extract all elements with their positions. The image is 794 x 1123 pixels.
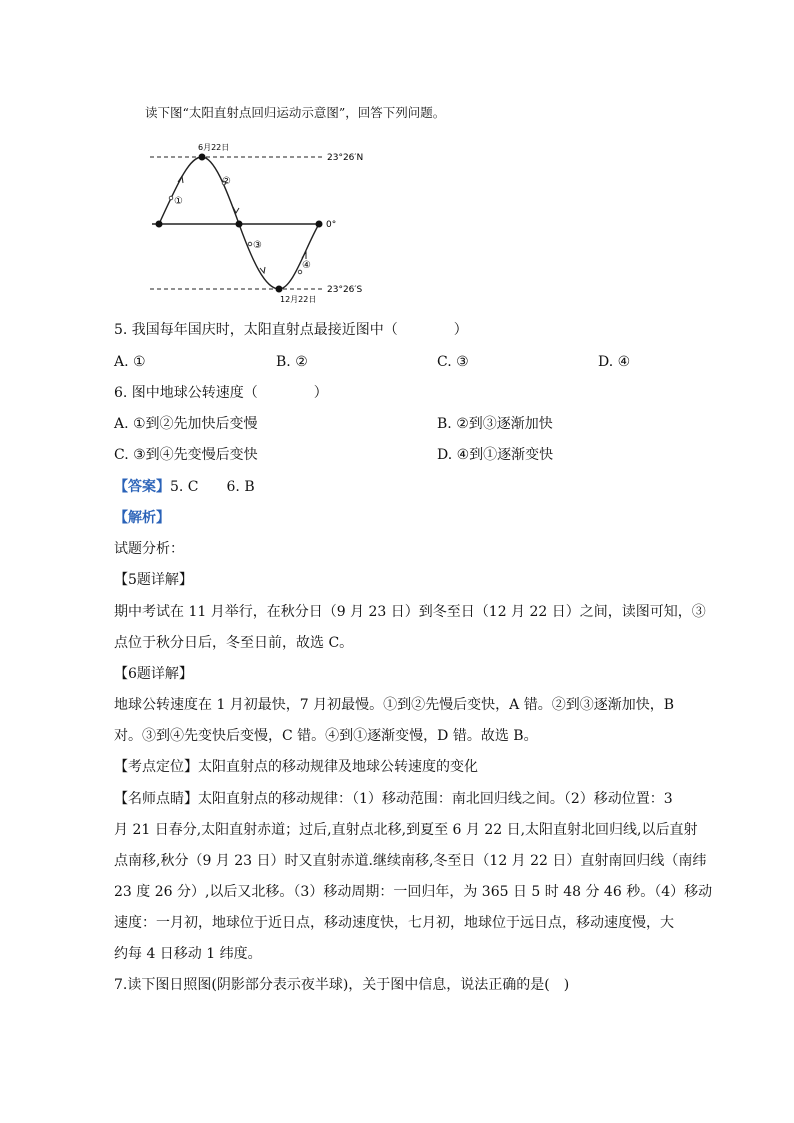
- analysis-line-4: 点位于秋分日后，冬至日前，故选 C。: [114, 635, 354, 651]
- point-december: [276, 286, 283, 293]
- q5-option-d[interactable]: D. ④: [598, 354, 631, 370]
- analysis-line-3: 期中考试在 11 月举行，在秋分日（9 月 23 日）到冬至日（12 月 22 日）之间，读图可知，③: [114, 604, 706, 620]
- mark-4: ④: [302, 260, 311, 271]
- label-south-tropic: 23°26′S: [327, 285, 363, 295]
- arrow-4: [302, 252, 306, 259]
- label-dec-22: 12月22日: [280, 295, 317, 304]
- q5-option-a[interactable]: A. ①: [114, 354, 146, 370]
- answer-text: 5. C 6. B: [170, 479, 255, 495]
- marker-1: [169, 196, 173, 200]
- question-7-stem: 7.读下图日照图(阴影部分表示夜半球)，关于图中信息，说法正确的是( ): [114, 977, 570, 993]
- label-june-22: 6月22日: [198, 143, 230, 152]
- analysis-line-13: 速度：一月初，地球位于近日点，移动速度快，七月初，地球位于远日点，移动速度慢，大: [114, 915, 674, 931]
- analysis-line-6: 地球公转速度在 1 月初最快，7 月初最慢。①到②先慢后变快，A 错。②到③逐渐加快，B: [114, 697, 675, 713]
- q5-option-b[interactable]: B. ②: [276, 354, 308, 370]
- analysis-line-11: 点南移,秋分（9 月 23 日）时又直射赤道.继续南移,冬至日（12 月 22 日）直射南回归线（南纬: [114, 853, 707, 869]
- analysis-line-8: 【考点定位】太阳直射点的移动规律及地球公转速度的变化: [114, 759, 478, 775]
- analysis-line-1: 试题分析：: [114, 541, 184, 557]
- q6-option-c[interactable]: C. ③到④先变慢后变快: [114, 447, 258, 463]
- analysis-line-12: 23 度 26 分）,以后又北移。（3）移动周期：一回归年，为 365 日 5 时 48 分 46 秒。（4）移动: [114, 884, 713, 900]
- mark-1: ①: [174, 196, 183, 207]
- arrow-3: [260, 267, 265, 273]
- point-september: [236, 221, 243, 228]
- analysis-tag: [114, 509, 170, 527]
- label-equator: 0°: [326, 220, 337, 230]
- answer-row: [114, 478, 255, 496]
- mark-3: ③: [253, 240, 262, 251]
- analysis-line-2: 【5题详解】: [114, 572, 193, 588]
- analysis-line-5: 【6题详解】: [114, 666, 193, 682]
- subsolar-point-diagram: [140, 138, 380, 310]
- label-north-tropic: 23°26′N: [327, 153, 364, 163]
- marker-3: [248, 242, 252, 246]
- intro-text: 读下图“太阳直射点回归运动示意图”，回答下列问题。: [145, 105, 446, 120]
- point-next-march: [316, 221, 323, 228]
- q6-option-a[interactable]: A. ①到②先加快后变慢: [114, 416, 258, 432]
- answer-tag: 【答案】: [114, 479, 170, 495]
- analysis-line-9: 【名师点睛】太阳直射点的移动规律：（1）移动范围：南北回归线之间。（2）移动位置：3: [114, 791, 673, 807]
- point-june: [199, 154, 206, 161]
- q6-stem: 6. 图中地球公转速度（ ）: [114, 385, 328, 401]
- q5-stem: 5. 我国每年国庆时，太阳直射点最接近图中（ ）: [114, 322, 468, 338]
- analysis-line-7: 对。③到④先变快后变慢，C 错。④到①逐渐变慢，D 错。故选 B。: [114, 728, 538, 744]
- q6-option-b[interactable]: B. ②到③逐渐加快: [437, 416, 553, 432]
- analysis-line-10: 月 21 日春分,太阳直射赤道；过后,直射点北移,到夏至 6 月 22 日,太阳直射北回归线,以后直射: [114, 822, 698, 838]
- q6-option-d[interactable]: D. ④到①逐渐变快: [437, 447, 554, 463]
- q5-option-c[interactable]: C. ③: [437, 354, 469, 370]
- analysis-label: 【解析】: [114, 510, 170, 526]
- analysis-line-14: 约每 4 日移动 1 纬度。: [114, 946, 262, 962]
- mark-2: ②: [222, 176, 231, 187]
- point-march: [156, 221, 163, 228]
